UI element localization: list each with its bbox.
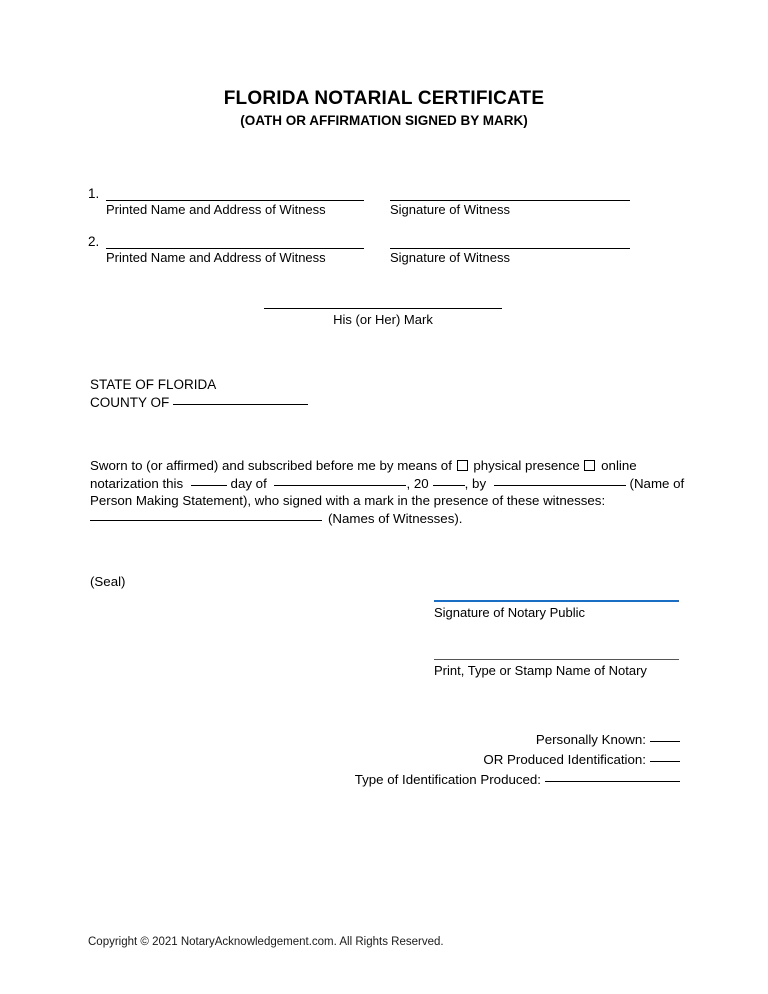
witness-printed-name-rule: [106, 232, 364, 249]
county-input-blank[interactable]: [173, 404, 308, 405]
witness-printed-name-field[interactable]: [106, 184, 364, 218]
witness-signature-caption: Signature of Witness: [390, 250, 510, 265]
witness-printed-name-caption: Printed Name and Address of Witness: [106, 202, 326, 217]
notary-signature-rule[interactable]: [434, 592, 679, 602]
produced-identification-blank[interactable]: [650, 761, 680, 762]
statement-line-3: Person Making Statement), who signed with a mark in the presence of these witnesses:: [90, 493, 606, 508]
checkbox-online-notarization[interactable]: [584, 460, 595, 471]
year-input-blank[interactable]: [433, 485, 465, 486]
personally-known-row: [355, 730, 680, 750]
notarial-statement-paragraph: [90, 457, 685, 527]
notary-signature-block: [434, 592, 679, 679]
mark-caption: His (or Her) Mark: [333, 312, 433, 327]
witness-number: 2.: [88, 234, 100, 249]
type-of-identification-row: [355, 770, 680, 790]
statement-line-4: [90, 510, 680, 528]
type-of-identification-blank[interactable]: [545, 781, 680, 782]
county-label: COUNTY OF: [90, 395, 170, 410]
produced-identification-label: OR Produced Identification:: [483, 752, 646, 767]
checkbox-physical-presence-label: physical presence: [473, 458, 580, 473]
statement-line-2: [90, 475, 685, 493]
identification-block: [355, 730, 680, 790]
witness-names-caption: (Names of Witnesses).: [328, 510, 463, 526]
document-title: FLORIDA NOTARIAL CERTIFICATE: [223, 88, 545, 109]
witness-signature-rule: [390, 184, 630, 201]
type-of-identification-label: Type of Identification Produced:: [354, 772, 541, 787]
statement-line-2-text-b: day of: [230, 475, 267, 491]
witness-row: [88, 184, 688, 224]
produced-identification-row: [355, 750, 680, 770]
mark-rule: [264, 300, 502, 309]
witness-row: [88, 232, 688, 272]
personally-known-label: Personally Known:: [535, 732, 646, 747]
witness-signature-rule: [390, 232, 630, 249]
checkbox-online-notarization-label: online: [601, 458, 637, 473]
copyright-footer: Copyright © 2021 NotaryAcknowledgement.com. All Rights Reserved.: [88, 936, 444, 948]
notary-signature-caption: Signature of Notary Public: [434, 605, 586, 620]
personally-known-blank[interactable]: [650, 741, 680, 742]
signer-name-input-blank[interactable]: [494, 485, 626, 486]
title-block: [0, 88, 768, 130]
witness-number: 1.: [88, 186, 100, 201]
month-input-blank[interactable]: [274, 485, 406, 486]
mark-field[interactable]: [264, 300, 502, 328]
checkbox-physical-presence[interactable]: [457, 460, 468, 471]
day-input-blank[interactable]: [191, 485, 227, 486]
document-subtitle: (OATH OR AFFIRMATION SIGNED BY MARK): [240, 113, 528, 128]
venue-block: [90, 376, 308, 412]
statement-line-2-text-e: (Name of: [629, 475, 685, 491]
witness-signature-field[interactable]: [390, 184, 630, 218]
witness-names-input-blank[interactable]: [90, 520, 322, 521]
witness-printed-name-field[interactable]: [106, 232, 364, 266]
witness-printed-name-rule: [106, 184, 364, 201]
statement-line-1: [90, 457, 680, 475]
statement-line-2-text-d: , by: [464, 475, 487, 491]
state-line: STATE OF FLORIDA: [90, 377, 217, 392]
county-line: [90, 394, 308, 412]
notary-block-spacer: [434, 621, 679, 651]
notary-print-name-rule[interactable]: [434, 651, 679, 660]
statement-line-1-text: Sworn to (or affirmed) and subscribed before me by means of: [90, 458, 452, 473]
statement-line-2-text-a: notarization this: [90, 475, 184, 491]
statement-line-2-text-c: , 20: [406, 475, 429, 491]
seal-label: (Seal): [90, 574, 126, 589]
notary-print-name-caption: Print, Type or Stamp Name of Notary: [434, 663, 647, 678]
witness-printed-name-caption: Printed Name and Address of Witness: [106, 250, 326, 265]
witness-signature-caption: Signature of Witness: [390, 202, 510, 217]
witness-signature-field[interactable]: [390, 232, 630, 266]
